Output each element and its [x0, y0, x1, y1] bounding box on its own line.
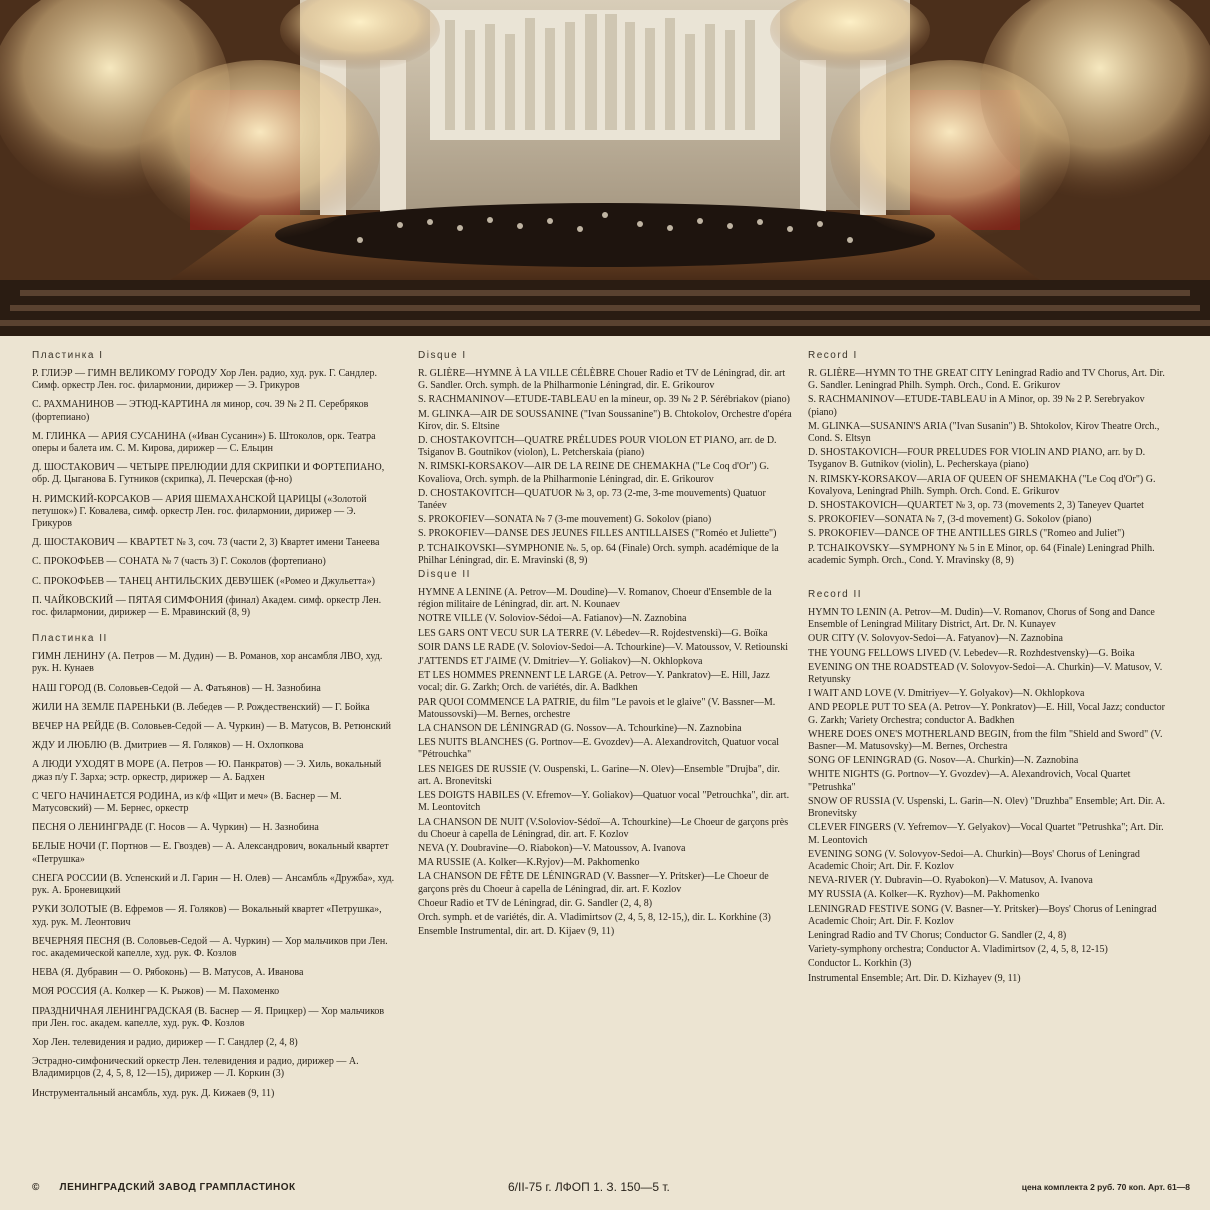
- credits-entry: Leningrad Radio and TV Chorus; Conductor G. Sandler (2, 4, 8): [808, 929, 1067, 941]
- track-entry: P. TCHAIKOVSKY—SYMPHONY № 5 in E Minor, op. 64 (Finale) Leningrad Philh. academic Symph. Orch., Cond. Y. Mravinsky (8, 9): [808, 542, 1155, 566]
- track-entry: HYMN TO LENIN (A. Petrov—M. Dudin)—V. Romanov, Chorus of Song and Dance Ensemble of Leningrad Military District, Art. Dr. N. Kunayev: [808, 607, 1155, 631]
- track-entry: WHITE NIGHTS (G. Portnov—Y. Gvozdev)—A. Alexandrovich, Vocal Quartet "Petrushka": [808, 769, 1131, 793]
- credits-entry: Ensemble Instrumental, dir. art. D. Kijaev (9, 11): [418, 926, 615, 938]
- track-entry: С ЧЕГО НАЧИНАЕТСЯ РОДИНА, из к/ф «Щит и меч» (В. Баснер — М. Матусовский) — М. Бернес, оркестр: [32, 790, 342, 815]
- track-entry: D. SHOSTAKOVICH—QUARTET № 3, op. 73 (movements 2, 3) Taneyev Quartet: [808, 500, 1144, 512]
- section-header-ru-disc2: Пластинка II: [32, 633, 108, 645]
- section-header-fr-disc1: Disque I: [418, 350, 467, 361]
- track-entry: ВЕЧЕРНЯЯ ПЕСНЯ (В. Соловьев-Седой — А. Чуркин) — Хор мальчиков при Лен. гос. академической капелле, худ. рук. Ф. Козлов: [32, 935, 388, 959]
- track-entry: M. GLINKA—SUSANIN'S ARIA ("Ivan Susanin") B. Shtokolov, Kirov Theatre Orch., Cond. S. Eltsyn: [808, 420, 1160, 445]
- track-entry: Р. ГЛИЭР — ГИМН ВЕЛИКОМУ ГОРОДУ Хор Лен. радио, худ. рук. Г. Сандлер. Симф. оркестр Лен. гос. филармонии, дирижер — Э. Грикуров: [32, 368, 377, 392]
- footer: [0, 1178, 1210, 1210]
- track-entry: NOTRE VILLE (V. Soloviov-Sédoi—A. Fatianov)—N. Zaznobina: [418, 613, 687, 625]
- section-header-fr-disc2: Disque II: [418, 569, 471, 581]
- track-entry: AND PEOPLE PUT TO SEA (A. Petrov—Y. Ponkratov)—E. Hill, Vocal Jazz; conductor G. Zarkh; Variety Orchestra; conductor A. Badkhen: [808, 702, 1165, 726]
- track-entry: LA CHANSON DE NUIT (V.Soloviov-Sédoï—A. Tchourkine)—Le Choeur de garçons près du Choeur à capella de Léningrad, dir. art. F. Kozlov: [418, 816, 789, 840]
- section-header-ru-disc1: Пластинка I: [32, 350, 104, 361]
- track-entry: R. GLIÈRE—HYMNE À LA VILLE CÉLÈBRE Chouer Radio et TV de Léningrad, dir. art G. Sandler. Orch. symph. de la Philharmonie Léningrad, dir. E. Grikourov: [418, 368, 786, 392]
- track-entry: НЕВА (Я. Дубравин — О. Рябоконь) — В. Матусов, А. Иванова: [32, 967, 304, 979]
- track-entry: СНЕГА РОССИИ (В. Успенский и Л. Гарин — Н. Олев) — Ансамбль «Дружба», худ. рук. А. Броневицкий: [32, 872, 395, 897]
- credits-entry: Инструментальный ансамбль, худ. рук. Д. Кижаев (9, 11): [32, 1087, 275, 1099]
- track-entry: MY RUSSIA (A. Kolker—K. Ryzhov)—M. Pakhomenko: [808, 889, 1040, 901]
- track-entry: LA CHANSON DE LÉNINGRAD (G. Nossov—A. Tchourkine)—N. Zaznobina: [418, 723, 742, 735]
- credits-entry: Instrumental Ensemble; Art. Dir. D. Kizhayev (9, 11): [808, 972, 1021, 984]
- track-entry: D. SHOSTAKOVICH—FOUR PRELUDES FOR VIOLIN AND PIANO, arr. by D. Tsyganov B. Gutnikov (violin), L. Pecherskaya (piano): [808, 447, 1146, 471]
- track-entry: С. ПРОКОФЬЕВ — ТАНЕЦ АНТИЛЬСКИХ ДЕВУШЕК («Ромео и Джульетта»): [32, 575, 375, 587]
- track-entry: Д. ШОСТАКОВИЧ — ЧЕТЫРЕ ПРЕЛЮДИИ ДЛЯ СКРИПКИ И ФОРТЕПИАНО, обр. Д. Цыганова Б. Гутников (скрипка), Л. Печерская (ф-но): [32, 462, 385, 486]
- track-entry: П. ЧАЙКОВСКИЙ — ПЯТАЯ СИМФОНИЯ (финал) Академ. симф. оркестр Лен. гос. филармонии, дирижер — Е. Мравинский (8, 9): [32, 594, 382, 619]
- track-entry: РУКИ ЗОЛОТЫЕ (В. Ефремов — Я. Голяков) — Вокальный квартет «Петрушка», худ. рук. М. Леонтович: [32, 904, 382, 928]
- track-entry: С. ПРОКОФЬЕВ — СОНАТА № 7 (часть 3) Г. Соколов (фортепиано): [32, 556, 326, 568]
- track-entry: А ЛЮДИ УХОДЯТ В МОРЕ (А. Петров — Ю. Панкратов) — Э. Хиль, вокальный джаз п/у Г. Зарха; эстр. оркестр, дирижер — А. Бадхен: [32, 759, 382, 783]
- credits-entry: Conductor L. Korkhin (3): [808, 958, 912, 970]
- price-text: цена комплекта 2 руб. 70 коп. Арт. 61—8: [1021, 1182, 1190, 1192]
- track-entry: LENINGRAD FESTIVE SONG (V. Basner—Y. Pritsker)—Boys' Chorus of Leningrad Academic Choir; Art. Dir. F. Kozlov: [808, 903, 1157, 927]
- track-entry: HYMNE A LENINE (A. Petrov—M. Doudine)—V. Romanov, Choeur d'Ensemble de la région militaire de Léningrad, dir. art. N. Kounaev: [418, 587, 772, 611]
- track-entry: NEVA-RIVER (Y. Dubravin—O. Ryabokon)—V. Matusov, A. Ivanova: [808, 875, 1093, 887]
- track-entry: LES NEIGES DE RUSSIE (V. Ouspenski, L. Garine—N. Olev)—Ensemble "Drujba", dir. art. A. Bronevitski: [418, 763, 780, 787]
- track-entry: С. РАХМАНИНОВ — ЭТЮД-КАРТИНА ля минор, соч. 39 № 2 П. Серебряков (фортепиано): [32, 399, 369, 423]
- track-entry: D. CHOSTAKOVITCH—QUATUOR № 3, op. 73 (2-me, 3-me mouvements) Quatuor Tanéev: [418, 487, 766, 512]
- column-russian: [32, 348, 397, 1107]
- track-entry: CLEVER FINGERS (V. Yefremov—Y. Gelyakov)—Vocal Quartet "Petrushka"; Art. Dir. M. Leontovich: [808, 822, 1164, 846]
- track-entry: R. GLIÈRE—HYMN TO THE GREAT CITY Leningrad Radio and TV Chorus, Art. Dir. G. Sandler. Leningrad Philh. Symph. Orch., Cond. E. Grikurov: [808, 368, 1165, 392]
- track-entry: S. PROKOFIEV—DANCE OF THE ANTILLES GIRLS ("Romeo and Juliet"): [808, 528, 1125, 540]
- track-entry: S. RACHMANINOV—ETUDE-TABLEAU in A Minor, op. 39 № 2 P. Serebryakov (piano): [808, 394, 1145, 418]
- track-entry: LES DOIGTS HABILES (V. Efremov—Y. Goliakov)—Quatuor vocal "Petrouchka", dir. art. M. Leontovitch: [418, 790, 790, 814]
- credits-entry: Choeur Radio et TV de Léningrad, dir. G. Sandler (2, 4, 8): [418, 897, 653, 909]
- track-entry: N. RIMSKI-KORSAKOV—AIR DE LA REINE DE CHEMAKHA ("Le Coq d'Or") G. Kovaliova, Orch. symph. de la Philharmonie Léningrad, dir. E. Grikourov: [418, 461, 770, 485]
- track-entry: D. CHOSTAKOVITCH—QUATRE PRÉLUDES POUR VIOLON ET PIANO, arr. de D. Tsiganov B. Goutnikov (violon), L. Petcherskaia (piano): [418, 435, 777, 459]
- publisher-name: ЛЕНИНГРАДСКИЙ ЗАВОД ГРАМПЛАСТИНОК: [59, 1182, 296, 1193]
- track-entry: S. PROKOFIEV—SONATA № 7 (3-me mouvement) G. Sokolov (piano): [418, 514, 712, 526]
- track-entry: LA CHANSON DE FÊTE DE LÉNINGRAD (V. Bassner—Y. Pritsker)—Le Choeur de garçons près du Choeur à capella de Léningrad, dir. art. F. Kozlov: [418, 871, 769, 895]
- track-entry: SNOW OF RUSSIA (V. Uspenski, L. Garin—N. Olev) "Druzhba" Ensemble; Art. Dir. A. Bronevitsky: [808, 795, 1165, 820]
- track-entry: N. RIMSKY-KORSAKOV—ARIA OF QUEEN OF SHEMAKHA ("Le Coq d'Or") G. Kovalyova, Leningrad Philh. Symph. Orch. Cond. E. Grikurov: [808, 473, 1156, 497]
- credits-entry: Хор Лен. телевидения и радио, дирижер — Г. Сандлер (2, 4, 8): [32, 1036, 298, 1048]
- track-entry: ВЕЧЕР НА РЕЙДЕ (В. Соловьев-Седой — А. Чуркин) — В. Матусов, В. Ретюнский: [32, 721, 392, 733]
- track-entry: EVENING SONG (V. Solovyov-Sedoi—A. Churkin)—Boys' Chorus of Leningrad Academic Choir; Art. Dir. F. Kozlov: [808, 848, 1140, 872]
- track-entry: I WAIT AND LOVE (V. Dmitriyev—Y. Golyakov)—N. Okhlopkova: [808, 688, 1085, 700]
- track-entry: J'ATTENDS ET J'AIME (V. Dmitriev—Y. Goliakov)—N. Okhlopkova: [418, 656, 703, 668]
- track-entry: LES NUITS BLANCHES (G. Portnov—E. Gvozdev)—A. Alexandrovitch, Quatuor vocal "Pétrouchka": [418, 737, 780, 761]
- credits-entry: Эстрадно-симфонический оркестр Лен. телевидения и радио, дирижер — А. Владимирцов (2, 4, 5, 8, 12—15), дирижер — Л. Коркин (3): [32, 1056, 359, 1080]
- track-entry: P. TCHAIKOVSKI—SYMPHONIE №. 5, op. 64 (Finale) Orch. symph. académique de la Philhar Léningrad, dir. E. Mravinski (8, 9): [418, 542, 779, 566]
- track-entry: OUR CITY (V. Solovyov-Sedoi—A. Fatyanov)—N. Zaznobina: [808, 633, 1063, 645]
- concert-hall-photo: [0, 0, 1210, 336]
- publisher-line: [32, 1182, 296, 1193]
- track-entry: БЕЛЫЕ НОЧИ (Г. Портнов — Е. Гвоздев) — А. Александрович, вокальный квартет «Петрушка»: [32, 841, 389, 865]
- credits-entry: Orch. symph. et de variétés, dir. A. Vladimirtsov (2, 4, 5, 8, 12-15,), dir. L. Korkhine (3): [418, 911, 771, 923]
- track-entry: WHERE DOES ONE'S MOTHERLAND BEGIN, from the film "Shield and Sword" (V. Basner—M. Matusovsky)—M. Bernes, Orchestra: [808, 728, 1163, 753]
- track-entry: ПРАЗДНИЧНАЯ ЛЕНИНГРАДСКАЯ (В. Баснер — Я. Прицкер) — Хор мальчиков при Лен. гос. академ. капелле, худ. рук. Ф. Козлов: [32, 1005, 385, 1029]
- track-entry: ГИМН ЛЕНИНУ (А. Петров — М. Дудин) — В. Романов, хор ансамбля ЛВО, худ. рук. Н. Кунаев: [32, 651, 383, 675]
- track-entry: Д. ШОСТАКОВИЧ — КВАРТЕТ № 3, соч. 73 (части 2, 3) Квартет имени Танеева: [32, 537, 380, 549]
- track-entry: МОЯ РОССИЯ (А. Колкер — К. Рыжов) — М. Пахоменко: [32, 986, 280, 998]
- track-entry: MA RUSSIE (A. Kolker—K.Ryjov)—M. Pakhomenko: [418, 857, 640, 869]
- track-entry: EVENING ON THE ROADSTEAD (V. Solovyov-Sedoi—A. Churkin)—V. Matusov, V. Retyunsky: [808, 661, 1163, 686]
- column-english: [808, 348, 1173, 987]
- section-header-en-disc2: Record II: [808, 589, 863, 601]
- liner-notes: [0, 348, 1210, 1178]
- track-entry: LES GARS ONT VECU SUR LA TERRE (V. Lébedev—R. Rojdestvenski)—G. Boïka: [418, 627, 768, 639]
- copyright-symbol: ©: [32, 1182, 40, 1193]
- track-entry: ПЕСНЯ О ЛЕНИНГРАДЕ (Г. Носов — А. Чуркин) — Н. Зазнобина: [32, 822, 319, 834]
- track-entry: SONG OF LENINGRAD (G. Nosov—A. Churkin)—N. Zaznobina: [808, 755, 1079, 767]
- track-entry: S. RACHMANINOV—ETUDE-TABLEAU en la mineur, op. 39 № 2 P. Sérébriakov (piano): [418, 394, 790, 406]
- track-entry: S. PROKOFIEV—DANSE DES JEUNES FILLES ANTILLAISES ("Roméo et Juliette"): [418, 528, 777, 540]
- section-header-en-disc1: Record I: [808, 350, 858, 361]
- track-entry: SOIR DANS LE RADE (V. Soloviov-Sedoi—A. Tchourkine)—V. Matoussov, V. Retiounski: [418, 641, 788, 653]
- track-entry: M. GLINKA—AIR DE SOUSSANINE ("Ivan Soussanine") B. Chtokolov, Orchestre d'opéra Kirov, dir. S. Eltsine: [418, 408, 792, 432]
- credits-entry: Variety-symphony orchestra; Conductor A. Vladimirtsov (2, 4, 5, 8, 12-15): [808, 944, 1108, 956]
- track-entry: S. PROKOFIEV—SONATA № 7, (3-d movement) G. Sokolov (piano): [808, 514, 1092, 526]
- track-entry: Н. РИМСКИЙ-КОРСАКОВ — АРИЯ ШЕМАХАНСКОЙ ЦАРИЦЫ («Золотой петушок») Г. Ковалева, симф. оркестр Лен. гос. филармонии, дирижер — Э. Грикуров: [32, 493, 367, 530]
- catalog-number: 6/II-75 г. ЛФОП 1. З. 150—5 т.: [508, 1180, 670, 1194]
- track-entry: PAR QUOI COMMENCE LA PATRIE, du film "Le pavois et le glaive" (V. Bassner—M. Matoussovski)—M. Bernes, orchestre: [418, 696, 776, 720]
- track-entry: THE YOUNG FELLOWS LIVED (V. Lebedev—R. Rozhdestvensky)—G. Boika: [808, 647, 1135, 659]
- track-entry: ЖИЛИ НА ЗЕМЛЕ ПАРЕНЬКИ (В. Лебедев — Р. Рождественский) — Г. Бойка: [32, 701, 370, 713]
- concert-hall-illustration: [0, 0, 1210, 336]
- track-entry: NEVA (Y. Doubravine—O. Riabokon)—V. Matoussov, A. Ivanova: [418, 842, 686, 854]
- track-entry: ET LES HOMMES PRENNENT LE LARGE (A. Petrov—Y. Pankratov)—E. Hill, Jazz vocal; dir. G. Zarkh; Orch. de variétés, dir. A. Badkhen: [418, 670, 770, 694]
- track-entry: ЖДУ И ЛЮБЛЮ (В. Дмитриев — Я. Голяков) — Н. Охлопкова: [32, 740, 304, 752]
- track-entry: М. ГЛИНКА — АРИЯ СУСАНИНА («Иван Сусанин») Б. Штоколов, орк. Театра оперы и балета им. С. М. Кирова, дирижер — С. Ельцин: [32, 430, 376, 455]
- track-entry: НАШ ГОРОД (В. Соловьев-Седой — А. Фатьянов) — Н. Зазнобина: [32, 682, 321, 694]
- column-french: [418, 348, 793, 940]
